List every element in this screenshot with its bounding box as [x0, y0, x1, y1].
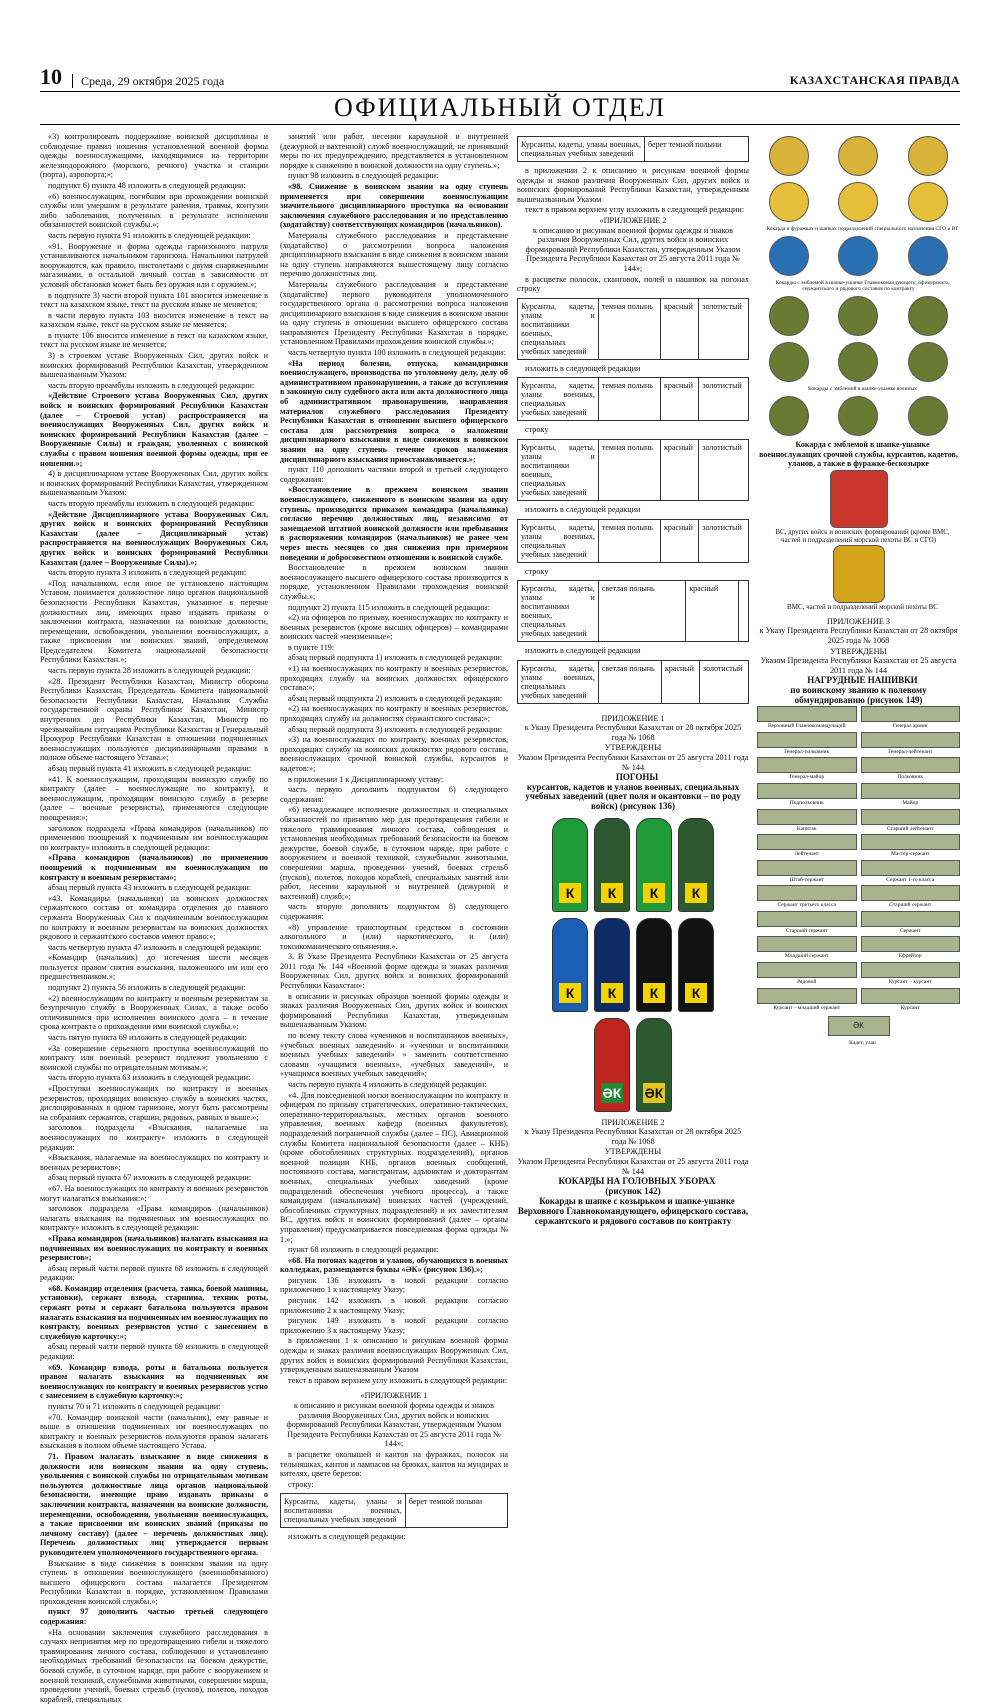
table-cell [738, 581, 748, 642]
paragraph: изложить в следующей редакции [525, 504, 641, 514]
cockade-image [838, 396, 878, 436]
paragraph: в приложении 1 к описанию и рисункам военной формы одежды и знаках различия военнослужащих Вооруженных Сил, других войск и воинских формирований Республики Казахстан, утвержденным вышеназванным Указом [280, 1336, 508, 1375]
paragraph: в приложении 1 к Дисциплинарному уставу: [288, 774, 444, 784]
paragraph: 71. Правом налагать взыскание в виде снижения в должности или воинском звании на одну ступень, увольнения с воинской службы по отрицательным мотивам пользуются должностные лица органов национальной безопасности, имеющие право издавать приказы о заключении контракта, назначении на воинские должности, перемещении, освобождении, увольнении военнослужащих, а также присвоении им воинских званий (приказы по личному составу) (далее – перечень должностных лиц). Перечень должностных лиц утверждается первым руководителем уполномоченного государственного органа. [40, 1451, 268, 1557]
column-3 [517, 132, 749, 1637]
rank-patch-image [861, 757, 961, 773]
paragraph: подпункт 2) пункта 115 изложить в следующей редакции: [288, 602, 490, 612]
rank-label: Старший лейтенант [887, 825, 934, 832]
table-cell: Курсанты, кадеты, уланы и воспитанники военных, специальных учебных заведений [518, 298, 599, 359]
newspaper-name: КАЗАХСТАНСКАЯ ПРАВДА [789, 73, 960, 87]
paragraph: текст в правом верхнем углу изложить в следующей редакции: [525, 205, 745, 215]
stripe-table [517, 439, 749, 501]
rank-label: Майор [902, 799, 919, 806]
shoulder-board-image [594, 1018, 630, 1112]
paragraph: «28. Президент Республики Казахстан, Министр обороны Республики Казахстан, Председатель Комитета национальной безопасности Республики Казахстан, Начальник Службы государственной охраны Республики Казахстан, Министр внутренних дел Республики Казахстан, Министр по чрезвычайным ситуациям Республики Казахстан и Генеральный Прокурор Республики Казахстан в отношении подчиненных военнослужащих пользуются дисциплинарными правами в полном объеме настоящего Устава.»; [40, 676, 268, 763]
shoulder-letter: ӘК [644, 1084, 664, 1101]
shoulder-board-image [552, 918, 588, 1012]
paragraph: «2) на военнослужащих по контракту и военных резервистов, проходящих службу на должностях сержантского состава:»; [280, 704, 508, 724]
shoulder-letter: К [601, 883, 623, 903]
rank-label: Курсант – курсант [888, 979, 932, 986]
rank-label: Старший сержант [889, 902, 932, 909]
paragraph: «На основании заключения служебного расследования в случаях непринятия мер по предотвращению гибели и тяжелого травмирования личного состава, соблюдению и установлению необходимых требований безопасности на боевом дежурстве, боевой службе, в суточном наряде, при работе с вооружением и военной техникой, служебными животными, совершении марша, проведении учений, боевых стрельб (пусков), полетов, походов кораблей, специальных [40, 1627, 268, 1704]
paragraph: рисунок 149 изложить в новой редакции согласно приложению 3 к настоящему Указу; [280, 1316, 508, 1335]
paragraph: «8) управление транспортным средством в состоянии алкогольного и (или) наркотического, и (или) токсикоманического опьянения.». [280, 922, 508, 951]
cockade-grid [757, 136, 960, 222]
table-cell: Курсанты, кадеты, уланы и воспитанники военных, специальных учебных заведений [281, 1494, 406, 1528]
rank-label: Сержант 1-го класса [886, 876, 935, 883]
paragraph: абзац первый части первой пункта 68 изложить в следующей редакции: [40, 1263, 268, 1283]
paragraph: абзац первый пункта 67 изложить в следующей редакции: [48, 1173, 252, 1183]
rank-patch [757, 757, 857, 783]
paragraph: по всему тексту слова «учеников и воспитанников военных», «учебных военных заведений» и «ученики и воспитанники военных учебных заведений» » заменить соответственно словами «учащимся военных», «учебных заведений», и «учащимся военных учебных заведений»; [280, 1031, 508, 1079]
paragraph: абзац первый части первой пункта 69 изложить в следующей редакции: [40, 1342, 268, 1362]
paragraph: текст в правом верхнем углу изложить в следующей редакции: [288, 1375, 508, 1385]
rank-patch [757, 860, 857, 886]
paragraph: «Командир (начальник) до истечения шести месяцев пользуется правом снятия взыскания, наложенного им или его предшественником.»; [40, 953, 268, 982]
color-table [517, 136, 749, 162]
table-cell: золотистый [699, 660, 748, 703]
paragraph: «68. На погонах кадетов и уланов, обучающихся в военных колледжах, размещаются буквы «ӘК» (рисунок 136).»; [280, 1255, 508, 1275]
paragraph: «43. Командиры (начальники) на воинских должностях сержантского состава от командира отделения до главного сержанта Вооруженных Сил к подчиненным военнослужащим по контракту и военным резервистам на воинских должностях рядового и сержантского составов имеют право:»; [40, 893, 268, 942]
paragraph: «Проступки военнослужащих по контракту и военных резервистов, проходящих воинскую службу в воинских частях, дислоцированных в одном гарнизоне, могут быть рассмотрены на собраниях сержантов, старшин, рядовых, равных и выше.»; [40, 1084, 268, 1122]
rank-patch [861, 885, 961, 911]
cockade-image [838, 182, 878, 222]
paragraph: изложить в следующей редакции [525, 363, 641, 373]
paragraph: пункт 68 изложить в следующей редакции: [288, 1245, 439, 1255]
table-cell: берет темной полыни [405, 1494, 507, 1528]
approved-text: УТВЕРЖДЕНЫ Указом Президента Республики Казахстан от 25 августа 2011 года № 144 [517, 743, 749, 772]
paragraph: строку [525, 425, 549, 435]
table-cell: золотистый [699, 439, 749, 500]
appendix-1-text: «ПРИЛОЖЕНИЕ 1 к описанию и рисункам военной формы одежды и знаков различия Вооруженных Сил, других войск и воинских формирований Республики Казахстан, утвержденным Указом Президента Республики Казахстан от 25 августа 2011 года № 144»; [286, 1391, 502, 1449]
issue-date: Среда, 29 октября 2025 года [72, 74, 224, 88]
paragraph: «91. Вооружение и форма одежды гарнизонного патруля устанавливаются начальником гарнизона. Начальники патрулей вооружаются, как правило, пистолетами с двумя снаряженными магазинами, в остальной личный состав в зависимости от условий обстановки может быть без оружия или с оружием.»; [40, 241, 268, 289]
shoulder-boards-row [517, 1018, 749, 1112]
paragraph: рисунок 142 изложить в новой редакции согласно приложению 2 к настоящему Указу; [280, 1296, 508, 1315]
paragraph: пункты 70 и 71 изложить в следующей редакции: [48, 1402, 221, 1411]
paragraph: строку: [288, 1479, 314, 1489]
cockade-image [908, 236, 948, 276]
rank-patch-image [861, 936, 961, 952]
paragraph: «69. Командир взвода, роты и батальона пользуется правом налагать взыскания на подчиненных им военнослужащих по контракту и военных резервистов устно с занесением в служебную карточку:»; [40, 1362, 268, 1401]
table-cell: золотистый [699, 298, 749, 359]
cockade-grid [757, 296, 960, 382]
paragraph: часть вторую дополнить подпунктом 8) следующего содержания: [280, 902, 508, 921]
cockade-grid [757, 396, 960, 436]
appendix-2-text: «ПРИЛОЖЕНИЕ 2 к описанию и рисункам военной формы одежды и знаков различия Вооруженных Сил, других войск и воинских формирований Республики Казахстан, утвержденным Указом Президента Республики Казахстан от 25 августа 2011 года № 144»; [525, 215, 741, 273]
paragraph: «1) на военнослужащих по контракту и военных резервистов, проходящих службу на воинских должностях офицерского состава:»; [280, 664, 508, 693]
rank-patch-image [757, 706, 857, 722]
paragraph: в пункте 119: [288, 642, 335, 652]
cockade-caption: Кокарды с эмблемой в шапке-ушанке Главнокомандующего, офицерского, сержантского и рядового составов по контракту [775, 280, 950, 292]
cockade-caption: Кокарда с эмблемой в шапке-ушанке военнослужащих срочной службы, курсантов, кадетов, уланов, а также в фуражке-бескозырке [759, 440, 958, 469]
rank-patch [861, 732, 961, 758]
paragraph: в пункте 106 вносится изменение в текст на казахском языке, текст на русском языке не меняется; [40, 330, 268, 350]
rank-label: Рядовой [797, 979, 817, 986]
paragraph: абзац первый подпункта 2) изложить в следующей редакции: [288, 693, 503, 703]
rank-patch-image [861, 809, 961, 825]
rank-patch-image [757, 834, 857, 850]
paragraph: заголовок подраздела «Права командиров (начальников) налагать взыскания на подчиненных им военнослужащих по контракту» изложить в следующей редакции: [40, 1204, 268, 1233]
table-cell: красный [660, 378, 698, 421]
appendix-2-heading: ПРИЛОЖЕНИЕ 2 к Указу Президента Республики Казахстан от 28 октября 2025 года № 1068 [524, 1117, 742, 1146]
cockade-image [838, 342, 878, 382]
rank-patches [757, 706, 960, 1013]
rank-label: Штаб-сержант [789, 876, 824, 883]
patches-title: НАГРУДНЫЕ НАШИВКИ по воинскому званию к полевому обмундированию (рисунок 149) [790, 675, 927, 705]
column-2 [280, 132, 508, 1637]
paragraph: подпункт 6) пункта 48 изложить в следующей редакции: [48, 180, 246, 190]
paragraph: «Действие Дисциплинарного устава Вооруженных Сил, других войск и воинских формирований Республики Казахстан (далее – Дисциплинарный устав) распространяется на военнослужащих Вооруженных Сил, других войск и воинских формирований Республики Казахстан (далее – Вооруженные Силы).»; [40, 509, 268, 567]
paragraph: заголовок подраздела «Права командиров (начальников) по применению поощрений к подчиненным им военнослужащим по контракту» изложить в следующей редакции: [40, 823, 268, 852]
shoulder-letter: К [685, 983, 707, 1003]
paragraph: «68. Командир отделения (расчета, танка, боевой машины, установки), сержант взвода, старшина, техник роты, сержант роты и сержант батальона пользуются правом налагать взыскания на подчиненных им военнослужащих по контракту, военных резервистов устно с занесением в служебную карточку:»; [40, 1283, 268, 1341]
table-cell: светлая полынь [598, 660, 661, 703]
column-4 [757, 132, 960, 1637]
page-number: 10 [40, 64, 62, 89]
column-1 [40, 132, 268, 1704]
shoulder-board-image [594, 918, 630, 1012]
rank-patch-image [757, 757, 857, 773]
rank-patch-image [757, 885, 857, 901]
shoulder-letter: К [643, 983, 665, 1003]
rank-label: Лейтенант [794, 851, 820, 858]
paragraph: «3) на военнослужащих по контракту, военных резервистов, проходящих службу на воинских должностях рядового состава, военнослужащих срочной воинской службы, курсантов и кадетов:»; [280, 735, 508, 773]
stripe-table [517, 298, 749, 360]
paragraph: заголовок подраздела «Взыскания, налагаемые на военнослужащих по контракту» изложить в следующей редакции: [40, 1123, 268, 1152]
paragraph: «Взыскания, налагаемые на военнослужащих по контракту и военных резервистов»; [40, 1153, 268, 1172]
table-cell: красный [686, 581, 739, 642]
table-cell: красный [660, 439, 698, 500]
rank-patch-image [757, 860, 857, 876]
cockade-image [838, 296, 878, 336]
paragraph: в расцветке околышей и кантов на фуражках, полосок на тельняшках, кантов и лампасов на брюках, кантов на мундирах и кителях, цвете беретов: [280, 1449, 508, 1479]
rank-patch [757, 834, 857, 860]
cockade-image [769, 396, 809, 436]
approved-text: УТВЕРЖДЕНЫ Указом Президента Республики Казахстан от 25 августа 2011 года № 144 [760, 646, 957, 675]
color-table [280, 1493, 508, 1528]
paragraph: в части первую пункта 103 вносится изменение в текст на казахском языке, текст на русском языке не меняется; [40, 310, 268, 330]
rank-patch-image [757, 911, 857, 927]
paragraph: в описании и рисунках образцов военной формы одежды и знаках различия Вооруженных Сил, других войск и воинских формирований Республики Казахстан, утвержденным вышеназванным Указом: [280, 991, 508, 1030]
stripe-table [517, 580, 749, 642]
table-cell: красный [662, 660, 700, 703]
shoulder-board-image [552, 818, 588, 912]
stripe-table [517, 519, 749, 563]
shoulder-board-image [678, 818, 714, 912]
cockade-image [838, 236, 878, 276]
rank-patch-image [861, 834, 961, 850]
paragraph: «2) на офицеров по призыву, военнослужащих по контракту и военных резервистов (кроме высших офицеров) – командирами воинских частей «неизменные»; [280, 613, 508, 642]
paragraph: «3) контролировать поддержание воинской дисциплины и соблюдение правил ношения установленной военной формы одежды военнослужащими, находящимися на территории железнодорожного (морского, речного) участка и станции (порта), аэропорта;»; [40, 132, 268, 180]
paragraph: «За совершение серьезного проступка военнослужащий по контракту или военный резервист подлежит увольнению с воинской службы по отрицательным мотивам.»; [40, 1043, 268, 1072]
paragraph: «Права командиров (начальников) по применению поощрений к подчиненным им военнослужащим по контракту и военным резервистам»; [40, 853, 268, 882]
cockade-grid [757, 236, 960, 276]
shoulder-board-image [636, 818, 672, 912]
rank-patch-image [861, 860, 961, 876]
paragraph: «70. Командир воинской части (начальник), ему равные и выше в отношении подчиненных им военнослужащих по контракту и военных резервистов пользуются правом налагать взыскания в полном объеме настоящего Устава. [40, 1412, 268, 1451]
section-title: ОФИЦИАЛЬНЫЙ ОТДЕЛ [334, 93, 666, 122]
paragraph: часть пятую пункта 69 изложить в следующей редакции: [48, 1033, 247, 1043]
paragraph: Восстановление в прежнем воинском звании военнослужащего высшего офицерского состава производится в порядке, установленном Правилами прохождения воинской службы.»; [280, 563, 508, 601]
rank-label: Сержант [899, 927, 921, 934]
cockade-caption: Кокарда в фуражках и шапках подразделений специального назначения СГО и ВГ [766, 226, 959, 232]
paragraph: часть первую пункта 28 изложить в следующей редакции: [48, 666, 251, 676]
table-cell: светлая полынь [598, 581, 685, 642]
paragraph: «2) военнослужащим по контракту и военным резервистам за безупречную службу в Вооруженных Силах, а также особо отличившимся при исполнении воинского долга – в течение срока контракта о прохождении ими воинской службы.»; [40, 993, 268, 1032]
cadet-patch: ӘК [828, 1016, 890, 1036]
rank-label: Кадет, улан [849, 1040, 876, 1047]
table-cell: Курсанты, кадеты, уланы и воспитанники военных, специальных учебных заведений [518, 581, 599, 642]
table-cell: темная полынь [598, 298, 660, 359]
paragraph: «Под начальником, если иное не установлено настоящим Уставом, понимается должностное лицо органов национальной безопасности Республики Казахстан, указанное в перечне должностных лиц, имеющих право издавать приказы о заключении контракта, назначении на воинские должности, перемещении, освобождении, увольнении военнослужащих, а также присвоении им воинских званий, определяемом Председателем Комитета национальной безопасности Республики Казахстан.»; [40, 578, 268, 665]
cockade-image [769, 236, 809, 276]
paragraph: Взыскание в виде снижения в воинском звании на одну ступень в отношении военнослужащего (военнообязанного) высшего офицерского состава налагается Президентом Республики Казахстан в порядке, установленном Правилами прохождения воинской службы.»; [40, 1558, 268, 1606]
rank-patch [861, 911, 961, 937]
rank-label: Сержант третьего класса [777, 902, 836, 909]
shoulder-board-image [594, 818, 630, 912]
paragraph: в расцветке полосок, сканговок, полей и нашивок на погонах строку [517, 274, 749, 294]
table-cell: золотистый [699, 519, 749, 562]
table-cell: берет темной полыни [645, 137, 749, 162]
rank-patch-image [861, 962, 961, 978]
rank-patch-image [757, 962, 857, 978]
paragraph: абзац первый подпункта 1) изложить в следующей редакции: [288, 653, 503, 663]
rank-label: Подполковник [789, 799, 824, 806]
paragraph: 4) в дисциплинарном уставе Вооруженных Сил, других войск и воинских формирований Республики Казахстан, утвержденном вышеназванным Указом: [40, 469, 268, 498]
paragraph: 3) в строевом уставе Вооруженных Сил, других войск и воинских формирований Республики Казахстан, утвержденном вышеназванным Указом: [40, 351, 268, 380]
table-cell: темная полынь [598, 519, 660, 562]
rank-label: Верховный Главнокомандующий [767, 723, 846, 730]
rank-patch-image [861, 988, 961, 1004]
shoulder-letter: К [559, 883, 581, 903]
paragraph: часть первую пункта 4 изложить в следующей редакции: [288, 1080, 487, 1089]
rank-label: Курсант – младший сержант [773, 1004, 841, 1011]
paragraph: часть четвертую пункта 47 изложить в следующей редакции: [48, 942, 262, 952]
paragraph: строку [525, 566, 549, 576]
rank-patch-image [861, 911, 961, 927]
paragraph: часть первую пункта 91 изложить в следующей редакции: [48, 230, 251, 240]
paragraph: «Права командиров (начальников) налагать взыскания на подчиненных им военнослужащих по контракту и военных резервистов»; [40, 1233, 268, 1263]
rank-patch [757, 911, 857, 937]
shoulder-boards-row [517, 918, 749, 1012]
rank-patch-image [861, 732, 961, 748]
rank-label: Генерал-полковник [784, 748, 830, 755]
shoulder-boards-title: ПОГОНЫ курсантов, кадетов и уланов военных, специальных учебных заведений (цвет поля и окантовки – по роду войск) (рисунок 136) [525, 772, 741, 812]
rank-patch [757, 706, 857, 732]
table-cell: Курсанты, кадеты, уланы военных, специальных учебных заведений [518, 378, 599, 421]
rank-patch [861, 757, 961, 783]
cockade-image [908, 396, 948, 436]
table-cell: золотистый [699, 378, 749, 421]
table-cell: Курсанты, кадеты, уланы военных, специальных учебных заведений [518, 660, 599, 703]
cockade-image [908, 136, 948, 176]
cockade-image [769, 342, 809, 382]
shoulder-board-image [636, 918, 672, 1012]
rank-label: Генерал армии [893, 723, 928, 730]
paragraph: в приложении 2 к описанию и рисункам военной формы одежды и знаков различия Вооруженных Сил, других войск и воинских формирований Республики Казахстан, утвержденным вышеназванным Указом [517, 166, 749, 204]
rank-patch [861, 834, 961, 860]
rank-label: Капитан [796, 825, 817, 832]
table-cell: красный [660, 519, 698, 562]
shoulder-board-image [636, 1018, 672, 1112]
shoulder-letter: К [643, 883, 665, 903]
paragraph: «67. На военнослужащих по контракту и военных резервистов могут налагаться взыскания:»; [40, 1183, 268, 1203]
paragraph: Материалы служебного расследования и представление (ходатайство) первого руководителя уполномоченного государственного органа о рассмотрении вопроса наложения дисциплинарного взыскания в виде снижения в воинском звании на одну ступень в отношении высшего офицерского состава направляются Президенту Республики Казахстан в порядке, установленном Правилами прохождения воинской службы.»; [280, 279, 508, 347]
star-cockade-image [830, 470, 888, 528]
paragraph: пункт 110 дополнить частями второй и третьей следующего содержания: [280, 465, 508, 484]
rank-label: Курсант [900, 1004, 920, 1011]
shoulder-letter: К [601, 983, 623, 1003]
paragraph: часть четвертую пункта 100 изложить в следующей редакции: [288, 348, 506, 358]
paragraph: в подпункте 3) части второй пункта 101 вносится изменение в текст на казахском языке, текст на русском языке не меняется; [40, 290, 268, 310]
rank-label: Старший сержант [785, 927, 828, 934]
cockade-image [769, 296, 809, 336]
rank-patch [757, 962, 857, 988]
shoulder-letter: К [559, 983, 581, 1003]
table-cell: темная полынь [598, 439, 660, 500]
paragraph: занятий или работ, несении караульной и внутренней (дежурной и вахтенной) служб военнослужащий, не принявший меры по их предупреждению, представляется в установленном порядке к снижению в воинской должности на одну ступень.»; [280, 132, 508, 170]
shoulder-boards-row [517, 818, 749, 912]
paragraph: часть вторую пункта 3 изложить в следующей редакции: [48, 568, 247, 578]
rank-label: Ефрейтор [898, 953, 922, 960]
rank-patch-image [757, 732, 857, 748]
paragraph: «41. К военнослужащим, проходящим воинскую службу по контракту (далее – военнослужащие по контракту), и военнослужащим, проходящим воинскую службу в резерве (далее – военные резервисты), применяются следующие поощрения:»; [40, 774, 268, 822]
rank-patch [757, 936, 857, 962]
rank-patch [861, 809, 961, 835]
paragraph: Материалы служебного расследования и представление (ходатайство) о рассмотрении вопроса наложения дисциплинарного взыскания в виде снижения в воинском звании на одну ступень направляются вышестоящему лицу согласно перечню должностных лиц. [280, 230, 508, 279]
cockade-image [908, 342, 948, 382]
paragraph: часть первую дополнить подпунктом 6) следующего содержания: [280, 785, 508, 804]
paragraph: 3. В Указе Президента Республики Казахстан от 25 августа 2011 года № 144 «Военной форме одежды и знаках различия Вооруженных Сил, других войск и воинских формирований Республики Казахстан»: [280, 952, 508, 991]
rank-patch-image [861, 885, 961, 901]
rank-patch [757, 783, 857, 809]
paragraph: «98. Снижение в воинском звании на одну ступень применяется при совершении военнослужащим значительного дисциплинарного проступка на основании заключения служебного расследования и по представлению (ходатайству) соответствующих командиров (начальников). [280, 181, 508, 230]
rank-patch-image [861, 706, 961, 722]
rank-patch-image [757, 809, 857, 825]
rank-label: Мастер-сержант [891, 851, 930, 858]
paragraph: абзац первый пункта 43 изложить в следующей редакции: [48, 883, 252, 893]
paragraph: часть вторую пункта 63 изложить в следующей редакции: [48, 1073, 251, 1083]
shoulder-letter: К [685, 883, 707, 903]
paragraph: «6) ненадлежащее исполнение должностных и специальных обязанностей по принятию мер для предотвращения гибели и тяжелого травмирования личного состава, соблюдения и установления необходимых требований безопасности на боевом дежурстве, боевой службе, в суточном наряде, при работе с вооружением и военной техникой, служебными животными, совершении марша, проведении учений, боевых стрельб (пусков), полетов, походов кораблей, специальных занятий или работ, несении караульной и внутренней (дежурной и вахтенной) служб;»; [280, 805, 508, 901]
table-cell: Курсанты, кадеты, уланы военных, специальных учебных заведений [518, 519, 599, 562]
rank-patch-image [757, 936, 857, 952]
cockades-title: КОКАРДЫ НА ГОЛОВНЫХ УБОРАХ (рисунок 142) [558, 1176, 716, 1196]
table-cell: темная полынь [598, 378, 660, 421]
rank-label: Генерал-майор [789, 774, 825, 781]
rank-patch-image [861, 783, 961, 799]
cockade-image [908, 182, 948, 222]
paragraph: «Восстановление в прежнем воинском звании военнослужащего, сниженного в воинском звании на одну ступень, производится приказом командира (начальника) согласно перечню должностных лиц, независимо от замещаемой штатной воинской должности или пребывания в распоряжении командиров (начальников) не ранее чем через шесть месяцев со дня снижения при примерном поведении и добросовестном отношении к воинской службе. [280, 485, 508, 562]
paragraph: изложить в следующей редакции: [288, 1532, 406, 1542]
section-title-bar [40, 91, 960, 125]
paragraph: «На период болезни, отпуска, командировки военнослужащего, производства по уголовному делу, делу об административном правонарушении, а также до вступления в законную силу судебного акта или акта должностного лица об административном правонарушении, направления материалов служебного расследования Президенту Республики Казахстан в отношении высшего офицерского состава для рассмотрения вопроса о наложении дисциплинарного взыскания в виде снижения в воинском звании на одну ступень течение сроков наложения дисциплинарного взыскания приостанавливается.»; [280, 358, 508, 464]
appendix-3-heading: ПРИЛОЖЕНИЕ 3 к Указу Президента Республики Казахстан от 28 октября 2025 года № 1068 [759, 616, 958, 645]
approved-text: УТВЕРЖДЕНЫ Указом Президента Республики Казахстан от 25 августа 2011 года № 144 [517, 1147, 749, 1176]
table-cell: Курсанты, кадеты, уланы военных, специальных учебных заведений [518, 137, 645, 162]
rank-patch-image [757, 783, 857, 799]
paragraph: часть вторую преамбулы изложить в следующей редакции: [48, 498, 255, 508]
cockades-caption: Кокарды в шапке с козырьком и шапке-ушанке Верховного Главнокомандующего, офицерского состава, сержантского и рядового составов по контракту [517, 1196, 749, 1226]
appendix-1-heading: ПРИЛОЖЕНИЕ 1 к Указу Президента Республики Казахстан от 28 октября 2025 года № 1068 [524, 713, 742, 742]
stripe-table [517, 377, 749, 421]
paragraph: рисунок 136 изложить в новой редакции согласно приложению 1 к настоящему Указу; [280, 1275, 508, 1295]
paragraph: пункт 98 изложить в следующей редакции: [288, 171, 439, 181]
rank-patch [861, 860, 961, 886]
cockade-image [769, 136, 809, 176]
shoulder-letter: ӘК [602, 1084, 622, 1101]
rank-patch [861, 783, 961, 809]
table-cell: красный [660, 298, 698, 359]
paragraph: «6) военнослужащим, погибшим при прохождении воинской службы или умершим в результате ранения, травмы, контузии либо заболевания, полученных в результате исполнения обязанностей воинской службы.»; [40, 191, 268, 230]
paragraph: абзац первый подпункта 3) изложить в следующей редакции: [288, 724, 503, 734]
page-header [40, 66, 960, 88]
paragraph: часть вторую преамбулы изложить в следующей редакции: [48, 380, 255, 390]
shoulder-board-image [678, 918, 714, 1012]
paragraph: «4. Для повседневной носки военнослужащим по контракту и офицерам по призыву стратегических, оперативно-тактических, оперативно-территориальных, местных органов военного управления, военных кафедр (военных факультетов), подразделений пограничной службы (далее – ПС), Авиационной службы Комитета национальной безопасности (далее – КНБ) (кроме обособленных структурных подразделений), органов военной полиции КНБ, органов военных сообщений, постоянного состава, магистрантам, адъюнктам и докторантам военных, специальных учебных заведений (кроме подразделений обеспечения учебного процесса), а также командирам (начальникам) воинских частей (учреждений, обособленных структурных подразделений) и их заместителям ВС, других войск и воинских формирований (далее – органы управления) предусматривается повседневная форма одежды № 1.»; [280, 1090, 508, 1244]
rank-patch [861, 936, 961, 962]
rank-patch [861, 706, 961, 732]
rank-patch [757, 732, 857, 758]
rank-patch [757, 988, 857, 1014]
paragraph: абзац первый пункта 41 изложить в следующей редакции: [48, 764, 252, 773]
cockade-image [769, 182, 809, 222]
stripe-table [517, 660, 749, 704]
rank-label: Младший сержант [784, 953, 829, 960]
cockade-image [838, 136, 878, 176]
cockade-caption: Кокарды с эмблемой в шапке-ушанке военных [808, 386, 917, 392]
rank-patch [757, 885, 857, 911]
table-cell: Курсанты, кадеты, уланы и воспитанники военных, специальных учебных заведений [518, 439, 599, 500]
anchor-cockade-image [833, 545, 885, 603]
paragraph: пункт 97 дополнить частью третьей следующего содержания: [40, 1607, 268, 1627]
rank-patch [861, 962, 961, 988]
rank-patch-image [757, 988, 857, 1004]
paragraph: изложить в следующей редакции [525, 646, 641, 656]
rank-label: Полковник [897, 774, 924, 781]
cockade-caption: ВС, других войск и воинских формирований (кроме ВМС, частей и подразделений морской пехоты ВС и СГО) [775, 527, 950, 544]
cockade-caption: ВМС, частей и подразделений морской пехоты ВС [787, 602, 938, 611]
rank-label: Генерал-лейтенант [888, 748, 933, 755]
rank-patch [861, 988, 961, 1014]
cockade-image [908, 296, 948, 336]
paragraph: подпункт 2) пункта 56 изложить в следующей редакции: [48, 983, 246, 993]
rank-patch [757, 809, 857, 835]
paragraph: «Действие Строевого устава Вооруженных Сил, других войск и воинских формирований Республики Казахстан (далее – Строевой устав) распространяется на военнослужащих Вооруженных Сил, других войск и воинских формирований Республики Казахстан (далее – Вооруженные Силы) и граждан, уволенных с воинской службы с правом ношения военной формы одежды, при ее ношении.»; [40, 391, 268, 468]
